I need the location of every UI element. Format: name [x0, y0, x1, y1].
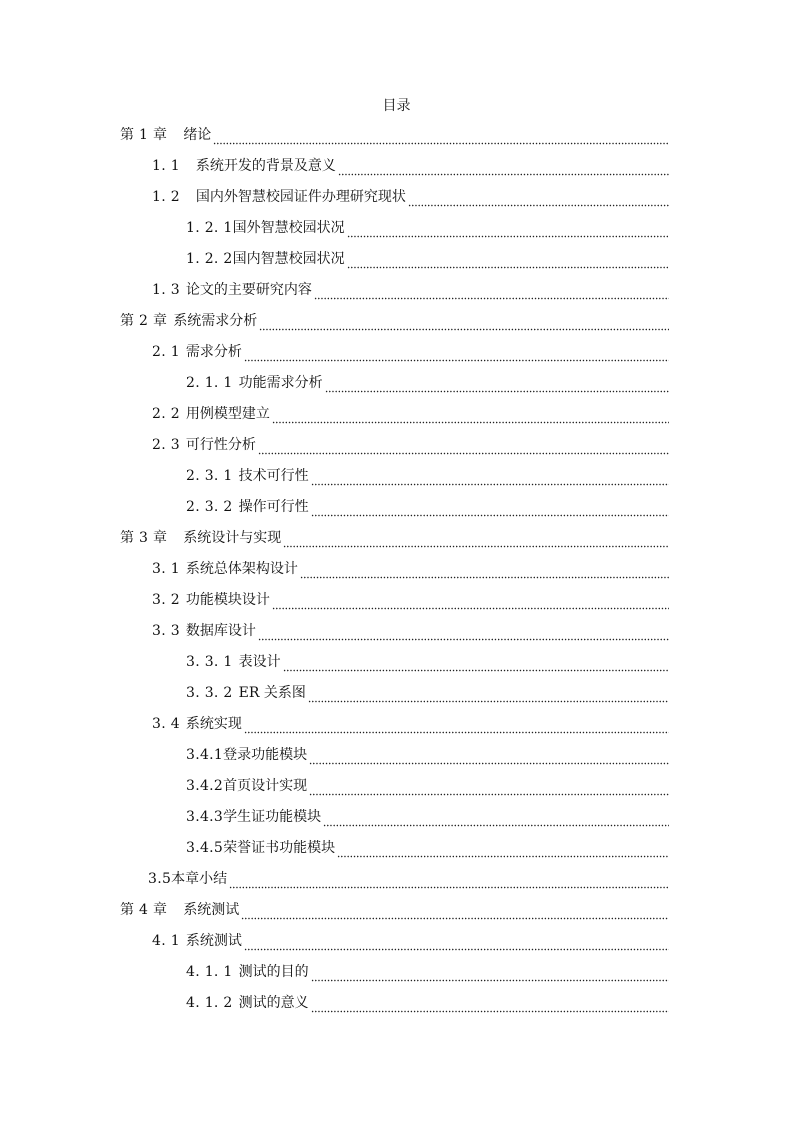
toc-entry[interactable]	[0, 274, 793, 305]
toc-entry-title: 功能需求分析	[238, 374, 323, 391]
toc-leader-dots	[244, 720, 669, 734]
toc-entry[interactable]	[0, 553, 793, 584]
toc-leader-dots	[241, 906, 669, 920]
toc-entry[interactable]	[0, 925, 793, 956]
toc-leader-dots	[308, 689, 669, 703]
toc-leader-dots	[283, 534, 669, 548]
toc-entry-title: 系统开发的背景及意义	[195, 157, 336, 174]
toc-entry-number: 2. 2	[152, 405, 180, 422]
toc-entry-number: 2. 1	[152, 343, 180, 360]
toc-leader-dots	[272, 410, 669, 424]
toc-entry-number: 3. 3	[152, 622, 180, 639]
toc-entry-number: 第 3 章	[120, 529, 168, 546]
toc-leader-dots	[258, 627, 669, 641]
toc-entry-number: 3. 3. 2	[186, 684, 233, 701]
toc-title: 目录	[382, 98, 411, 114]
toc-entry[interactable]	[0, 987, 793, 1018]
toc-entry-title: 需求分析	[185, 343, 242, 360]
toc-entry[interactable]	[0, 336, 793, 367]
toc-entry-title: 表设计	[238, 653, 281, 670]
toc-leader-dots	[311, 503, 669, 517]
toc-entry-number: 3.4.3	[186, 808, 224, 825]
toc-entry-number: 第 1 章	[120, 126, 168, 143]
toc-entry-title: 本章小结	[171, 870, 228, 887]
toc-entry-title: 系统测试	[183, 901, 240, 918]
toc-entry-number: 第 2 章	[120, 312, 168, 329]
toc-entry-title: 国内外智慧校园证件办理研究现状	[195, 188, 406, 205]
toc-leader-dots	[338, 162, 669, 176]
toc-leader-dots	[213, 131, 669, 145]
toc-entry-title: 国内智慧校园状况	[232, 250, 345, 267]
toc-entry-number: 1. 2	[152, 188, 180, 205]
toc-entry-title: 绪论	[183, 126, 212, 143]
toc-entry-title: 系统总体架构设计	[185, 560, 298, 577]
toc-entry-number: 1. 1	[152, 157, 180, 174]
toc-entry-number: 2. 3. 1	[186, 467, 233, 484]
toc-leader-dots	[347, 255, 669, 269]
toc-entry-title: 功能模块设计	[185, 591, 270, 608]
toc-entry-title: 数据库设计	[185, 622, 256, 639]
toc-entry[interactable]	[0, 491, 793, 522]
toc-entry-title: 系统需求分析	[173, 312, 258, 329]
toc-entry-title: 测试的目的	[238, 963, 309, 980]
toc-entry[interactable]	[0, 243, 793, 274]
toc-leader-dots	[311, 999, 669, 1013]
toc-entry-title: 系统设计与实现	[183, 529, 282, 546]
toc-entry-number: 1. 3	[152, 281, 180, 298]
toc-entry[interactable]	[0, 150, 793, 181]
toc-leader-dots	[259, 317, 669, 331]
toc-leader-dots	[311, 472, 669, 486]
toc-entry[interactable]	[0, 460, 793, 491]
toc-entry-number: 3.4.1	[186, 746, 224, 763]
toc-entry[interactable]	[0, 956, 793, 987]
toc-entry-title: 测试的意义	[238, 994, 309, 1011]
toc-leader-dots	[347, 224, 669, 238]
toc-entry[interactable]	[0, 708, 793, 739]
toc-leader-dots	[244, 937, 669, 951]
toc-entry-title: 操作可行性	[238, 498, 309, 515]
toc-entry-number: 3. 4	[152, 715, 180, 732]
toc-entry-number: 3. 1	[152, 560, 180, 577]
toc-entry[interactable]	[0, 522, 793, 553]
toc-leader-dots	[229, 875, 669, 889]
toc-entry-title: 国外智慧校园状况	[232, 219, 345, 236]
toc-entry-number: 4. 1	[152, 932, 180, 949]
toc-entry-number: 3.4.5	[186, 839, 224, 856]
toc-leader-dots	[337, 844, 669, 858]
toc-leader-dots	[283, 658, 669, 672]
toc-entry[interactable]	[0, 894, 793, 925]
toc-entry-title: 用例模型建立	[185, 405, 270, 422]
toc-leader-dots	[325, 379, 669, 393]
toc-entry[interactable]	[0, 615, 793, 646]
toc-entry-number: 3. 3. 1	[186, 653, 233, 670]
toc-leader-dots	[314, 286, 669, 300]
toc-leader-dots	[408, 193, 669, 207]
toc-list	[0, 119, 793, 1018]
toc-entry-number: 4. 1. 2	[186, 994, 233, 1011]
toc-entry[interactable]	[0, 646, 793, 677]
toc-entry-title: 论文的主要研究内容	[185, 281, 312, 298]
toc-entry-title: 可行性分析	[185, 436, 256, 453]
toc-entry-number: 第 4 章	[120, 901, 168, 918]
toc-entry-number: 4. 1. 1	[186, 963, 233, 980]
toc-leader-dots	[323, 813, 669, 827]
toc-entry[interactable]	[0, 398, 793, 429]
toc-leader-dots	[309, 782, 669, 796]
toc-entry[interactable]	[0, 584, 793, 615]
toc-entry-number: 2. 3. 2	[186, 498, 233, 515]
toc-leader-dots	[309, 751, 669, 765]
toc-entry-number: 3.4.2	[186, 777, 224, 794]
toc-entry[interactable]	[0, 181, 793, 212]
toc-entry[interactable]	[0, 770, 793, 801]
toc-leader-dots	[300, 565, 669, 579]
toc-entry-title: 首页设计实现	[223, 777, 308, 794]
toc-entry-number: 1. 2. 1	[186, 219, 233, 236]
toc-entry-title: 技术可行性	[238, 467, 309, 484]
toc-entry-title: ER 关系图	[238, 684, 306, 701]
toc-entry[interactable]	[0, 429, 793, 460]
toc-entry[interactable]	[0, 212, 793, 243]
toc-leader-dots	[311, 968, 669, 982]
toc-entry-number: 1. 2. 2	[186, 250, 233, 267]
toc-entry-number: 3.5	[148, 870, 172, 887]
toc-entry[interactable]	[0, 739, 793, 770]
toc-leader-dots	[258, 441, 669, 455]
toc-entry-title: 系统实现	[185, 715, 242, 732]
toc-entry-title: 登录功能模块	[223, 746, 308, 763]
toc-entry[interactable]	[0, 305, 793, 336]
toc-entry-title: 荣誉证书功能模块	[223, 839, 336, 856]
toc-entry-number: 3. 2	[152, 591, 180, 608]
toc-entry[interactable]	[0, 367, 793, 398]
toc-entry[interactable]	[0, 863, 793, 894]
toc-leader-dots	[244, 348, 669, 362]
toc-entry-title: 学生证功能模块	[223, 808, 322, 825]
toc-entry-number: 2. 1. 1	[186, 374, 233, 391]
toc-entry-title: 系统测试	[185, 932, 242, 949]
toc-entry[interactable]	[0, 832, 793, 863]
toc-entry[interactable]	[0, 119, 793, 150]
toc-entry[interactable]	[0, 677, 793, 708]
toc-entry[interactable]	[0, 801, 793, 832]
toc-leader-dots	[272, 596, 669, 610]
toc-entry-number: 2. 3	[152, 436, 180, 453]
